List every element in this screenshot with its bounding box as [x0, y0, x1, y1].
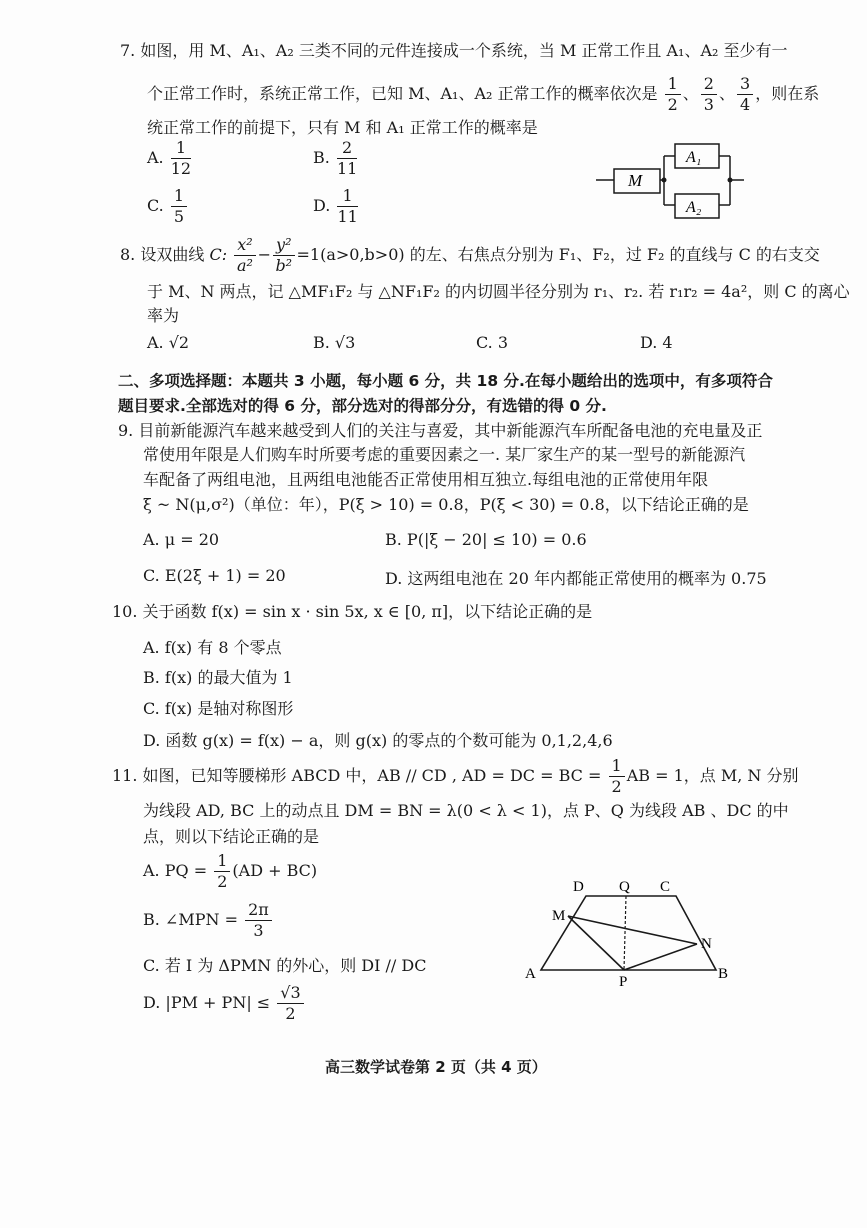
- point-b-label: B: [718, 966, 729, 982]
- q7-line3: 统正常工作的前提下，只有 M 和 A₁ 正常工作的概率是: [147, 118, 538, 137]
- q9-option-b[interactable]: B. P(|ξ − 20| ≤ 10) = 0.6: [385, 530, 587, 549]
- q9-option-a[interactable]: A. μ = 20: [143, 530, 220, 549]
- q10-option-a[interactable]: A. f(x) 有 8 个零点: [143, 638, 282, 657]
- q11-option-d[interactable]: D. |PM + PN| ≤ $\frac{√3}{2}$: [143, 983, 306, 1024]
- q8-option-b[interactable]: B. √3: [313, 333, 356, 352]
- q8-option-a[interactable]: A. √2: [147, 333, 190, 352]
- q8-number: 8.: [120, 245, 136, 264]
- q9-line1: 9. 目前新能源汽车越来越受到人们的关注与喜爱，其中新能源汽车所配备电池的充电量及正: [118, 421, 763, 440]
- q7-line2: 个正常工作时，系统正常工作，已知 M、A₁、A₂ 正常工作的概率依次是 $\frac{1}{2}$ 、 $\frac{2}{3}$ 、 $\frac{3}{4}$ ，则在系: [147, 74, 820, 114]
- q9-line2: 常使用年限是人们购车时所要考虑的重要因素之一. 某厂家生产的某一型号的新能源汽: [143, 445, 746, 464]
- q7-text-2a: 个正常工作时，系统正常工作，已知 M、A₁、A₂ 正常工作的概率依次是: [147, 84, 658, 103]
- q10-line1: 10. 关于函数 f(x) = sin x · sin 5x, x ∈ [0, π]，以下结论正确的是: [112, 602, 593, 621]
- q10-number: 10.: [112, 602, 138, 621]
- q7-frac-3: $\frac{3}{4}$: [737, 74, 753, 115]
- q7-option-a[interactable]: A. $\frac{1}{12}$: [147, 138, 192, 178]
- q8-line3: 率为: [147, 306, 180, 325]
- q7-line1: [120, 40, 788, 62]
- diagram-label-m: M: [628, 171, 643, 190]
- diagram-label-a2: A₂: [686, 199, 702, 216]
- q11-option-b[interactable]: B. ∠MPN = $\frac{2\pi}{3}$: [143, 900, 274, 941]
- q8-option-c[interactable]: C. 3: [476, 333, 509, 352]
- q8-line1: 8. 设双曲线 C: $\frac{\text{x²}}{\text{a²}}$ − $\frac{\text{y²}}{\text{b²}}$ =1(a>0,b>0) 的左、右焦点分别为 F₁、F₂，过 F₂ 的直线与 C 的右支交: [120, 235, 820, 275]
- q11-option-c[interactable]: C. 若 I 为 ΔPMN 的外心，则 DI // DC: [143, 956, 427, 975]
- q9-line3: 车配备了两组电池，且两组电池能否正常使用相互独立.每组电池的正常使用年限: [143, 470, 709, 489]
- q7-frac-2: $\frac{2}{3}$: [701, 74, 717, 115]
- q9-number: 9.: [118, 421, 134, 440]
- section2-line1: 二、多项选择题：本题共 3 小题，每小题 6 分，共 18 分.在每小题给出的选项中，有多项符合: [118, 372, 773, 390]
- q7-text-1: 如图，用 M、A₁、A₂ 三类不同的元件连接成一个系统，当 M 正常工作且 A₁、A₂ 至少有一: [140, 41, 788, 60]
- q7-option-b[interactable]: B. $\frac{2}{11}$: [313, 138, 358, 178]
- q7-text-2b: ，则在系: [755, 84, 820, 103]
- point-m-label: M: [552, 908, 566, 924]
- point-d-label: D: [573, 879, 584, 895]
- q9-line4: ξ ~ N(μ,σ²)（单位：年），P(ξ > 10) = 0.8，P(ξ < 30) = 0.8，以下结论正确的是: [143, 495, 749, 514]
- point-q-label: Q: [619, 879, 630, 895]
- q7-circuit-diagram: [592, 140, 752, 224]
- diagram-label-a1: A₁: [686, 149, 702, 166]
- section2-line2: 题目要求.全部选对的得 6 分，部分选对的得部分分，有选错的得 0 分.: [118, 397, 607, 415]
- q9-option-c[interactable]: C. E(2ξ + 1) = 20: [143, 566, 286, 585]
- q9-option-d[interactable]: D. 这两组电池在 20 年内都能正常使用的概率为 0.75: [385, 569, 767, 588]
- q10-option-d[interactable]: D. 函数 g(x) = f(x) − a，则 g(x) 的零点的个数可能为 0,1,2,4,6: [143, 731, 613, 750]
- q10-option-c[interactable]: C. f(x) 是轴对称图形: [143, 699, 294, 718]
- q7-frac-1: $\frac{1}{2}$: [665, 74, 681, 115]
- point-n-label: N: [701, 936, 712, 952]
- page-footer: 高三数学试卷第 2 页（共 4 页）: [325, 1058, 547, 1076]
- q7-option-d[interactable]: D. $\frac{1}{11}$: [313, 186, 358, 226]
- point-p-label: P: [619, 974, 628, 990]
- point-c-label: C: [660, 879, 671, 895]
- point-a-label: A: [525, 966, 536, 982]
- q8-frac-x: $\frac{\text{x²}}{\text{a²}}$: [234, 235, 255, 276]
- q8-line2: 于 M、N 两点，记 △MF₁F₂ 与 △NF₁F₂ 的内切圆半径分别为 r₁、r₂. 若 r₁r₂ = 4a²，则 C 的离心: [147, 282, 850, 301]
- q11-trapezoid-diagram: [515, 874, 745, 992]
- q7-number: 7.: [120, 41, 136, 60]
- q11-option-a[interactable]: A. PQ = $\frac{1}{2}$ (AD + BC): [143, 851, 318, 891]
- q11-number: 11.: [112, 766, 138, 785]
- q10-option-b[interactable]: B. f(x) 的最大值为 1: [143, 668, 293, 687]
- q8-frac-y: $\frac{\text{y²}}{\text{b²}}$: [273, 235, 294, 276]
- q8-option-d[interactable]: D. 4: [640, 333, 673, 352]
- q11-line3: 点，则以下结论正确的是: [143, 827, 320, 846]
- q11-line2: 为线段 AD, BC 上的动点且 DM = BN = λ(0 < λ < 1)，点 P、Q 为线段 AB 、DC 的中: [143, 801, 789, 820]
- q7-option-c[interactable]: C. $\frac{1}{5}$: [147, 186, 189, 227]
- q11-line1: 11. 如图，已知等腰梯形 ABCD 中，AB // CD , AD = DC = BC = $\frac{1}{2}$ AB = 1，点 M, N 分别: [112, 756, 799, 796]
- q11-frac-half: $\frac{1}{2}$: [609, 756, 625, 797]
